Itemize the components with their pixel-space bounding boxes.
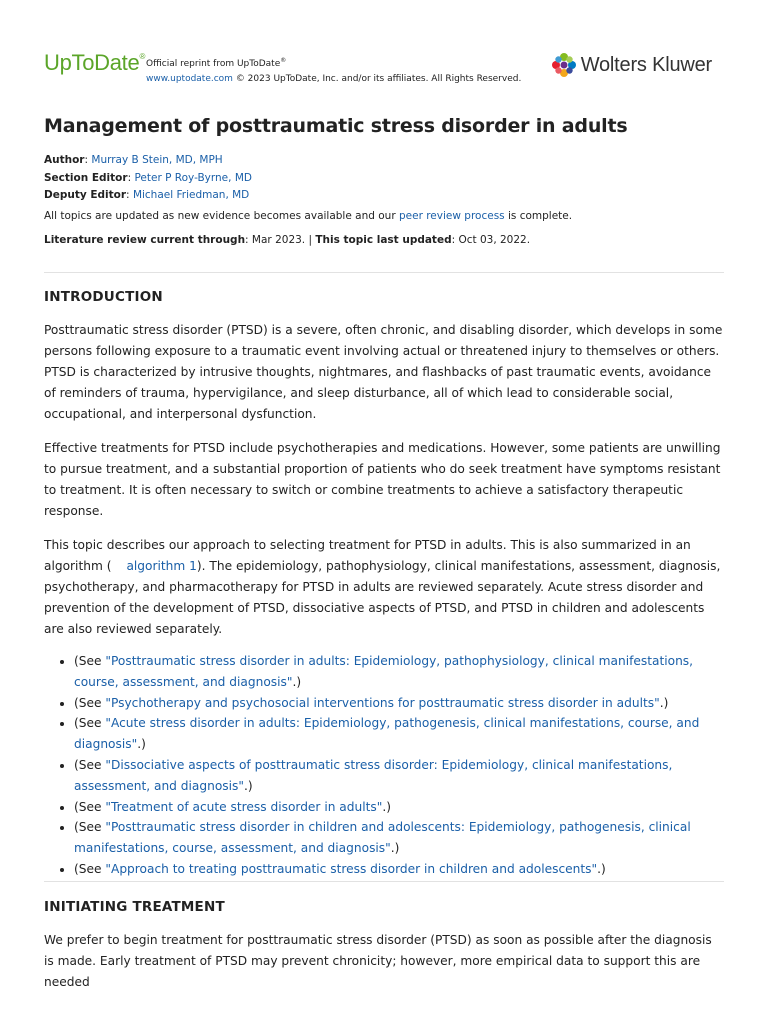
intro-paragraph-1: Posttraumatic stress disorder (PTSD) is a severe, often chronic, and disabling disorder, which develops in some persons following exposure to a traumatic event involving actual or threatened injury to themselves or others. PTSD is characterized by intrusive thoughts, nightmares, and flashbacks of past traumatic events, avoidance of reminders of trauma, hypervigilance, and sleep disturbance, all of which lead to considerable social, occupational, and interpersonal dysfunction.	[44, 323, 723, 421]
ref-link-dissociative[interactable]: "Dissociative aspects of posttraumatic stress disorder: Epidemiology, clinical manifestations, assessment, and diagnosis"	[74, 757, 673, 793]
list-item	[74, 817, 724, 859]
wolters-kluwer-globe-icon	[551, 52, 577, 78]
deputy-editor-link[interactable]: Michael Friedman, MD	[132, 189, 250, 201]
list-item	[74, 797, 724, 818]
section-editor-row: Section Editor: Peter P Roy-Byrne, MD	[44, 171, 252, 184]
page-header	[44, 50, 724, 90]
author-link[interactable]: Murray B Stein, MD, MPH	[91, 154, 223, 166]
deputy-editor-label: Deputy Editor	[44, 189, 127, 201]
review-dates: Literature review current through: Mar 2023. | This topic last updated: Oct 03, 2022.	[44, 234, 531, 246]
divider	[44, 272, 724, 273]
copyright-text: © 2023 UpToDate, Inc. and/or its affiliates. All Rights Reserved.	[232, 74, 522, 84]
list-item	[74, 713, 724, 755]
uptodate-logo[interactable]	[44, 50, 145, 76]
ref-link-treating-children[interactable]: "Approach to treating posttraumatic stress disorder in children and adolescents"	[105, 861, 598, 876]
article-credits	[44, 152, 252, 205]
see-prefix: (See	[74, 654, 106, 668]
intro-paragraph-3-start: This topic describes our approach to selecting treatment for PTSD in adults. This is also summarized in an algorithm (	[44, 538, 691, 573]
see-suffix: .)	[382, 799, 391, 814]
publisher-name: Wolters Kluwer	[580, 53, 712, 76]
intro-paragraph-2: Effective treatments for PTSD include psychotherapies and medications. However, some patients are unwilling to pursue treatment, and a substantial proportion of patients who do seek treatment have symptoms resistant to treatment. It is often necessary to switch or combine treatments to achieve a satisfactory therapeutic response.	[44, 441, 721, 518]
see-suffix: .)	[244, 778, 253, 793]
author-row: Author: Murray B Stein, MD, MPH	[44, 154, 223, 166]
initiating-treatment-section	[44, 899, 724, 993]
section-editor-label: Section Editor	[44, 171, 128, 184]
see-prefix: (See	[74, 716, 106, 731]
logo-text: UpToDate	[44, 50, 140, 75]
algorithm-icon	[113, 562, 123, 572]
reprint-text: Official reprint from UpToDate	[146, 59, 281, 69]
see-prefix: (See	[74, 861, 106, 876]
divider	[44, 881, 724, 882]
see-suffix: .)	[390, 841, 400, 856]
list-item	[74, 693, 724, 714]
list-item	[74, 651, 724, 693]
update-note	[44, 210, 572, 222]
algorithm-1-link[interactable]: algorithm 1	[126, 559, 197, 573]
list-item	[74, 859, 724, 880]
introduction-heading: INTRODUCTION	[44, 289, 163, 305]
see-prefix: (See	[74, 799, 106, 814]
see-also-list	[44, 651, 724, 880]
last-updated-label: This topic last updated	[315, 234, 452, 246]
ref-link-ptsd-children[interactable]: "Posttraumatic stress disorder in children and adolescents: Epidemiology, pathogenesis, clinical manifestations, course, assessment, and diagnosis"	[74, 820, 691, 856]
see-suffix: .)	[137, 737, 146, 752]
peer-review-link[interactable]: peer review process	[398, 210, 505, 222]
section-editor-link[interactable]: Peter P Roy-Byrne, MD	[134, 171, 252, 184]
reprint-notice	[146, 53, 521, 87]
initiating-treatment-heading: INITIATING TREATMENT	[44, 899, 225, 915]
ref-link-psychotherapy[interactable]: "Psychotherapy and psychosocial interventions for posttraumatic stress disorder in adults"	[105, 695, 660, 710]
author-label: Author	[44, 154, 85, 166]
update-note-end: is complete.	[504, 210, 573, 222]
copyright-line	[146, 74, 521, 84]
lit-review-value: Mar 2023. |	[248, 234, 316, 246]
article-title: Management of posttraumatic stress disorder in adults	[44, 115, 628, 137]
initiating-paragraph-1: We prefer to begin treatment for posttraumatic stress disorder (PTSD) as soon as possible after the diagnosis is made. Early treatment of PTSD may prevent chronicity; however, more empirical data to support this are needed	[44, 933, 712, 989]
ref-link-acute-treatment[interactable]: "Treatment of acute stress disorder in adults"	[105, 799, 383, 814]
wolters-kluwer-logo[interactable]	[551, 50, 712, 80]
last-updated-value: Oct 03, 2022.	[455, 234, 531, 246]
update-note-text: All topics are updated as new evidence becomes available and our	[44, 210, 399, 222]
see-prefix: (See	[74, 695, 106, 710]
intro-paragraph-3-end: ). The epidemiology, pathophysiology, clinical manifestations, assessment, diagnosis, psychotherapy, and pharmacotherapy for PTSD in adults are reviewed separately. Acute stress disorder and prevention of the development of PTSD, dissociative aspects of PTSD, and PTSD in children and adolescents are also reviewed separately.	[44, 559, 721, 636]
logo-registered-mark: ®	[139, 52, 146, 61]
deputy-editor-row: Deputy Editor: Michael Friedman, MD	[44, 189, 250, 201]
list-item	[74, 755, 724, 797]
intro-paragraph-3	[44, 535, 724, 640]
reprint-registered-mark: ®	[280, 57, 287, 64]
see-prefix: (See	[74, 757, 106, 772]
ref-link-acute-stress[interactable]: "Acute stress disorder in adults: Epidemiology, pathogenesis, clinical manifestations, course, and diagnosis"	[74, 716, 700, 752]
see-prefix: (See	[74, 820, 106, 835]
lit-review-label: Literature review current through	[44, 234, 246, 246]
see-suffix: .)	[292, 674, 302, 689]
introduction-section	[44, 289, 724, 880]
see-suffix: .)	[597, 861, 606, 876]
ref-link-ptsd-epidemiology[interactable]: "Posttraumatic stress disorder in adults: Epidemiology, pathophysiology, clinical manifestations, course, assessment, and diagnosis"	[74, 654, 694, 689]
see-suffix: .)	[659, 695, 669, 710]
reprint-line	[146, 53, 521, 72]
uptodate-site-link[interactable]: www.uptodate.com	[146, 74, 233, 84]
